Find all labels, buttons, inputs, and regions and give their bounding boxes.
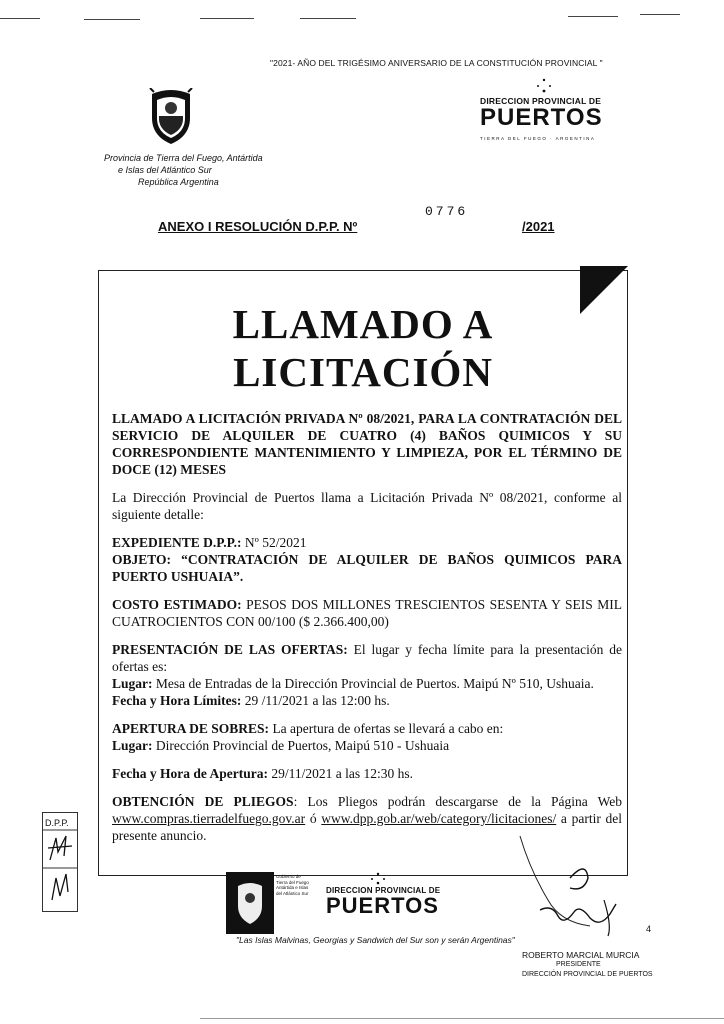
apertura-lugar-value: Dirección Provincial de Puertos, Maipú 510 - Ushuaia	[152, 738, 450, 753]
caption-line: del Atlántico Sur	[276, 890, 309, 896]
scan-dash	[200, 1018, 724, 1019]
pliegos-tail: a partir del presente anuncio.	[112, 811, 622, 843]
costo	[112, 596, 622, 630]
apertura	[112, 720, 622, 737]
expediente-label: EXPEDIENTE D.P.P.:	[112, 535, 242, 550]
dpp-logo-subtext: TIERRA DEL FUEGO · ARGENTINA	[480, 136, 596, 141]
title-line: LLAMADO A	[232, 301, 494, 347]
dpp-logo-wordmark: PUERTOS	[480, 104, 603, 131]
star-dots-icon	[534, 78, 554, 96]
page-number: 4	[646, 924, 652, 934]
dpp-logo-small-text: DIRECCION PROVINCIAL DE	[480, 96, 602, 106]
presentacion-fecha-value: 29 /11/2021 a las 12:00 hs.	[241, 693, 390, 708]
scan-dash	[568, 16, 618, 17]
title-line: LICITACIÓN	[233, 349, 493, 395]
intro-heading: LLAMADO A LICITACIÓN PRIVADA Nº 08/2021, PARA LA CONTRATACIÓN DEL SERVICIO DE ALQUILER DE CUATRO (4) BAÑOS QUIMICOS Y SU CORRESPONDIENTE MANTENIMIENTO Y LIMPIEZA, POR EL TÉRMINO DE DOCE (12) MESES	[112, 411, 622, 477]
presentacion-lugar-label: Lugar:	[112, 676, 153, 691]
signer-office: DIRECCIÓN PROVINCIAL DE PUERTOS	[522, 971, 653, 978]
expediente	[112, 534, 622, 551]
costo-value: PESOS DOS MILLONES TRESCIENTOS SESENTA Y SEIS MIL CUATROCIENTOS CON 00/100 ($ 2.366.400,00)	[112, 597, 623, 629]
presentacion-fecha	[112, 692, 622, 709]
province-line: República Argentina	[138, 177, 219, 187]
government-emblem-icon	[226, 872, 274, 934]
caption-line: Tierra del Fuego	[276, 879, 309, 885]
apertura-fecha-label: Fecha y Hora de Apertura:	[112, 766, 268, 781]
notice-title	[100, 300, 626, 396]
apertura-value: La apertura de ofertas se llevará a cabo en:	[269, 721, 504, 736]
apertura-lugar	[112, 737, 622, 754]
objeto	[112, 551, 622, 585]
dpp-licitaciones-link[interactable]: www.dpp.gob.ar/web/category/licitaciones/	[321, 811, 557, 826]
province-shield-icon	[148, 88, 194, 146]
handwritten-signature	[500, 830, 650, 940]
presentacion-lugar	[112, 675, 622, 692]
scan-dash	[640, 14, 680, 15]
presentacion-value: El lugar y fecha límite para la presentación de ofertas es:	[112, 642, 622, 674]
signature-name-block	[522, 950, 653, 980]
apertura-fecha-value: 29/11/2021 a las 12:30 hs.	[267, 766, 413, 781]
expediente-value: Nº 52/2021	[241, 535, 307, 550]
objeto-label: OBJETO:	[112, 552, 172, 567]
resolution-number: 0776	[425, 204, 469, 219]
pliegos-value: : Los Pliegos podrán descargarse de la Página Web	[293, 794, 622, 809]
stamp-label: D.P.P.	[45, 818, 69, 828]
intro-text: La Dirección Provincial de Puertos llama a Licitación Privada Nº 08/2021, conforme al siguiente detalle:	[112, 490, 622, 522]
dpp-logo-wordmark: PUERTOS	[326, 893, 439, 918]
presentacion-lugar-value: Mesa de Entradas de la Dirección Provincial de Puertos. Maipú Nº 510, Ushuaia.	[152, 676, 594, 691]
presentacion	[112, 641, 622, 675]
costo-label: COSTO ESTIMADO:	[112, 597, 242, 612]
caption-line: Gobierno de	[276, 874, 301, 879]
apertura-fecha	[112, 765, 622, 782]
province-line: Provincia de Tierra del Fuego, Antártida	[104, 153, 263, 163]
notice-body	[112, 410, 622, 844]
star-dots-icon	[368, 872, 388, 886]
presentacion-label: PRESENTACIÓN DE LAS OFERTAS:	[112, 642, 348, 657]
annex-year: /2021	[522, 219, 555, 234]
compras-link[interactable]: www.compras.tierradelfuego.gov.ar	[112, 811, 306, 826]
dpp-logo-small-text: DIRECCION PROVINCIAL DE	[326, 886, 441, 895]
dpp-logo-footer	[326, 886, 446, 917]
annex-label: ANEXO I RESOLUCIÓN D.P.P. Nº	[158, 219, 358, 234]
anniversary-motto: "2021- AÑO DEL TRIGÉSIMO ANIVERSARIO DE LA CONSTITUCIÓN PROVINCIAL "	[270, 58, 603, 68]
apertura-label: APERTURA DE SOBRES:	[112, 721, 270, 736]
signer-role: PRESIDENTE	[556, 961, 601, 968]
pliegos-label: OBTENCIÓN DE PLIEGOS	[112, 794, 294, 809]
government-caption	[276, 874, 309, 896]
caption-line: Antártida e Islas	[276, 885, 309, 890]
province-line: e Islas del Atlántico Sur	[118, 165, 212, 175]
presentacion-fecha-label: Fecha y Hora Límites:	[112, 693, 242, 708]
apertura-lugar-label: Lugar:	[112, 738, 153, 753]
scan-dash	[300, 18, 356, 19]
scan-dash	[84, 19, 140, 20]
signer-name: ROBERTO MARCIAL MURCIA	[522, 950, 640, 960]
malvinas-motto: "Las Islas Malvinas, Georgias y Sandwich del Sur son y serán Argentinas"	[236, 935, 515, 945]
scan-dash	[200, 18, 254, 19]
pliegos-connector: ó	[305, 811, 322, 826]
dpp-logo	[480, 78, 610, 141]
province-label	[104, 152, 263, 188]
objeto-value: “CONTRATACIÓN DE ALQUILER DE BAÑOS QUIMICOS PARA PUERTO USHUAIA”.	[112, 552, 622, 584]
scan-dash	[0, 18, 40, 19]
